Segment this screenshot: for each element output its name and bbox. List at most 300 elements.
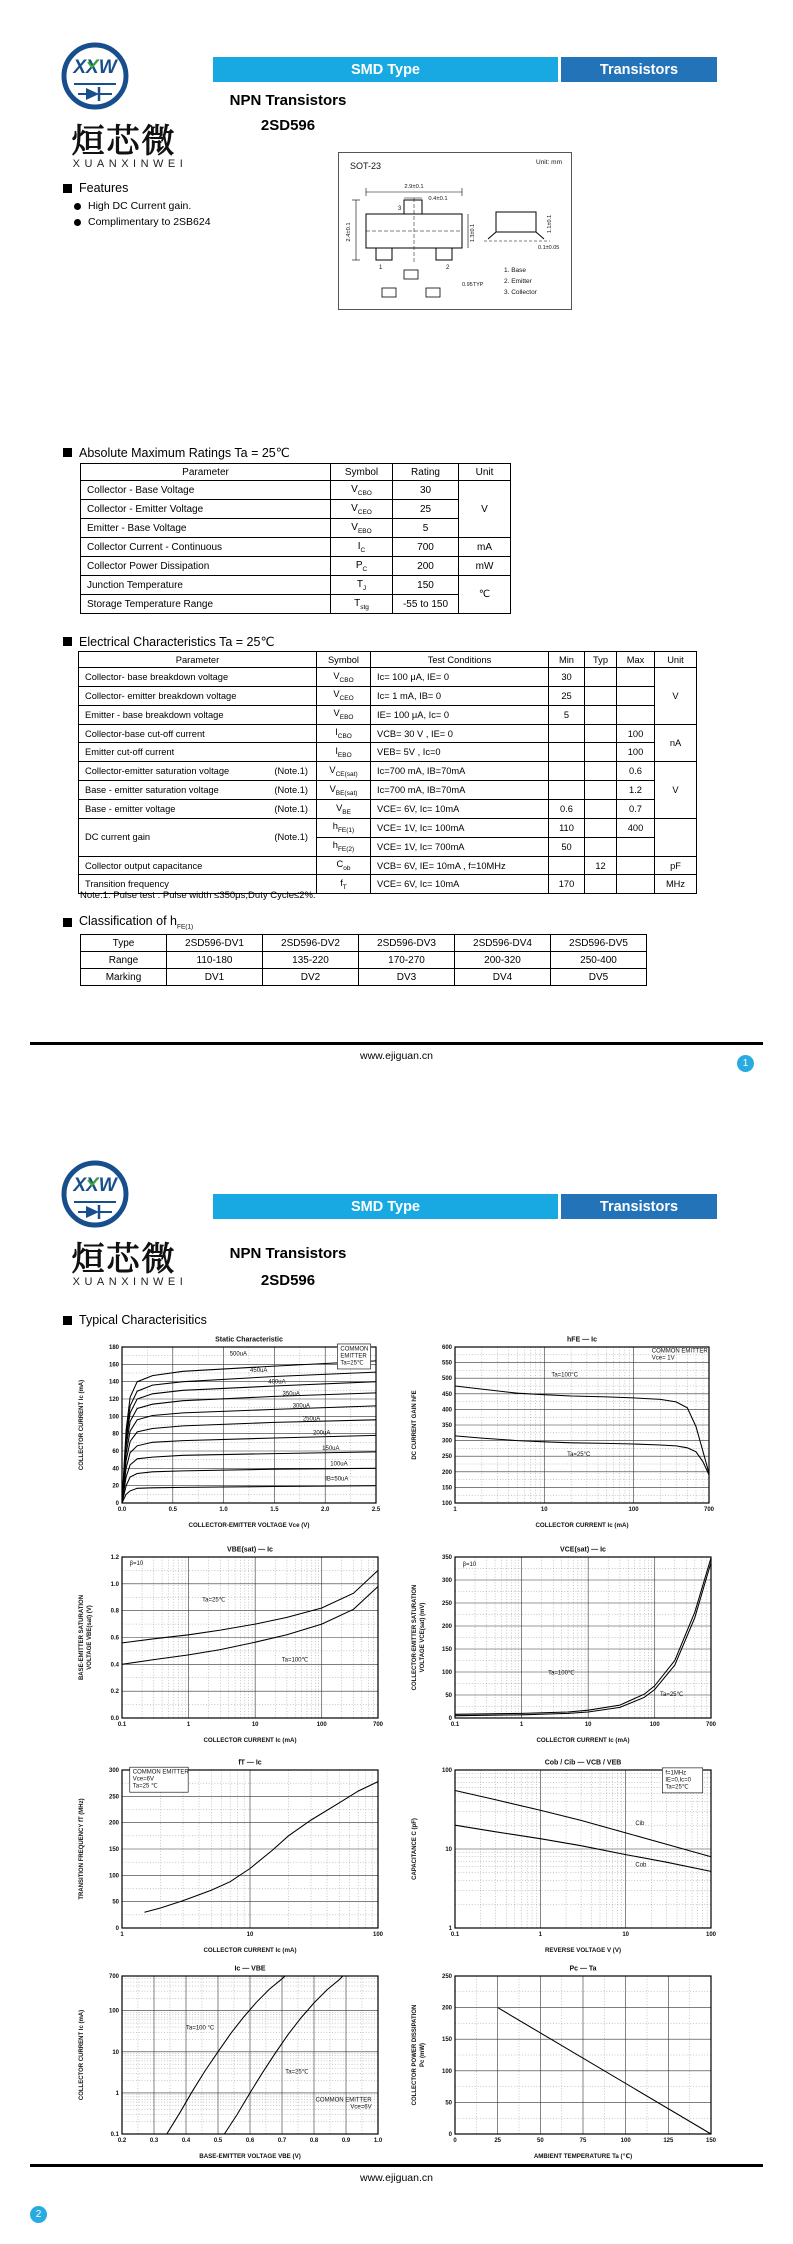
logo-monogram: XXW [73, 1175, 117, 1196]
svg-text:0.1: 0.1 [450, 1932, 460, 1938]
col-header: Parameter [79, 652, 317, 668]
svg-text:Pc (mW): Pc (mW) [420, 2043, 426, 2067]
svg-text:400uA: 400uA [268, 1379, 286, 1386]
logo-monogram: XXW [73, 57, 117, 78]
table-cell [549, 856, 585, 875]
table-cell: DV5 [551, 969, 647, 986]
svg-text:10: 10 [540, 1507, 548, 1513]
svg-text:Static Characteristic: Static Characteristic [215, 1336, 283, 1344]
svg-text:1: 1 [453, 1507, 457, 1513]
svg-text:Ta=25 ℃: Ta=25 ℃ [132, 1783, 158, 1790]
table-cell: 0.7 [617, 800, 655, 819]
chart-vbesat-vs-ic [75, 1543, 387, 1746]
svg-text:180: 180 [108, 1345, 119, 1351]
table-cell: $T_{stg}$ [331, 595, 393, 614]
svg-text:VBE(sat) — Ic: VBE(sat) — Ic [227, 1546, 273, 1554]
table-cell [585, 837, 617, 856]
table-cell: Transition frequency [79, 875, 317, 894]
svg-text:0.0: 0.0 [117, 1507, 127, 1513]
svg-text:Ta=25℃: Ta=25℃ [285, 2069, 309, 2076]
svg-text:Ta=25℃: Ta=25℃ [660, 1691, 684, 1698]
table-cell: IE= 100 μA, Ic= 0 [371, 705, 549, 724]
table-cell: 0.6 [549, 800, 585, 819]
svg-text:0.8: 0.8 [309, 2138, 319, 2144]
svg-text:Ta=25℃: Ta=25℃ [665, 1784, 689, 1791]
svg-text:0.2: 0.2 [117, 2138, 127, 2144]
table-cell: VCB= 30 V , IE= 0 [371, 724, 549, 743]
elec-char-heading-label: Electrical Characteristics Ta = 25℃ [79, 635, 275, 649]
table-cell: 250-400 [551, 952, 647, 969]
svg-text:BASE-EMITTER SATURATION: BASE-EMITTER SATURATION [79, 1594, 85, 1681]
table-cell: $V_{BE(sat)}$ [317, 781, 371, 800]
table-cell [617, 875, 655, 894]
svg-text:150: 150 [441, 1647, 452, 1653]
table-cell: 50 [549, 837, 585, 856]
svg-text:VOLTAGE VBE(sat) (V): VOLTAGE VBE(sat) (V) [87, 1605, 93, 1670]
dim-label: 2.9±0.1 [404, 184, 424, 190]
svg-text:COLLECTOR CURRENT Ic (mA): COLLECTOR CURRENT Ic (mA) [203, 1737, 297, 1744]
table-cell: DV4 [455, 969, 551, 986]
table-cell [585, 686, 617, 705]
page-title: NPN Transistors [229, 92, 347, 109]
table-cell: 200 [393, 557, 459, 576]
table-cell [655, 818, 697, 856]
svg-text:300uA: 300uA [292, 1403, 311, 1410]
table-cell: Emitter - Base Voltage [81, 519, 331, 538]
svg-text:10: 10 [246, 1932, 254, 1938]
pin-name: 1. Base [504, 267, 527, 274]
svg-text:0.5: 0.5 [168, 1507, 177, 1513]
pin-name: 3. Collector [504, 289, 537, 296]
col-header: Typ [585, 652, 617, 668]
col-header: Max [617, 652, 655, 668]
table-cell: VCE= 6V, Ic= 10mA [371, 800, 549, 819]
svg-text:100uA: 100uA [330, 1461, 348, 1468]
table-cell: $P_C$ [331, 557, 393, 576]
feature-text: Complimentary to 2SB624 [88, 216, 211, 228]
table-cell [549, 743, 585, 762]
table-cell [585, 668, 617, 687]
footer-divider [30, 2164, 763, 2167]
svg-text:2.0: 2.0 [321, 1507, 330, 1513]
brand-latin-name: XUANXINWEI [72, 1276, 188, 1288]
svg-text:0: 0 [448, 1716, 452, 1722]
svg-text:AMBIENT TEMPERATURE Ta (℃): AMBIENT TEMPERATURE Ta (℃) [533, 2153, 633, 2160]
svg-text:0.6: 0.6 [245, 2138, 255, 2144]
svg-text:700: 700 [705, 1722, 717, 1728]
table-cell: 0.6 [617, 762, 655, 781]
col-header: Parameter [81, 464, 331, 481]
table-cell: 2SD596-DV3 [359, 935, 455, 952]
svg-text:300: 300 [108, 1768, 119, 1774]
bullet-icon [74, 203, 81, 210]
col-header: Unit [655, 652, 697, 668]
table-cell: Collector- base breakdown voltage [79, 668, 317, 687]
svg-text:100: 100 [441, 1670, 452, 1676]
section-square-icon [63, 1316, 72, 1325]
pin-number: 2 [446, 265, 450, 271]
company-logo-icon [58, 40, 132, 114]
table-cell: 100 [617, 743, 655, 762]
svg-text:160: 160 [108, 1362, 119, 1369]
table-cell: 25 [393, 500, 459, 519]
svg-text:CAPACITANCE C (pF): CAPACITANCE C (pF) [412, 1818, 418, 1880]
pin-name: 2. Emitter [504, 278, 532, 285]
svg-text:125: 125 [663, 2138, 674, 2144]
chart-svg [75, 1962, 387, 2162]
svg-text:10: 10 [622, 1932, 630, 1938]
table-cell: Emitter cut-off current [79, 743, 317, 762]
svg-text:1: 1 [186, 1722, 191, 1728]
svg-text:f=1MHz: f=1MHz [665, 1770, 687, 1777]
svg-text:COLLECTOR CURRENT Ic (mA): COLLECTOR CURRENT Ic (mA) [535, 1522, 629, 1529]
table-cell: DV3 [359, 969, 455, 986]
svg-text:100: 100 [108, 2008, 119, 2015]
svg-text:250: 250 [441, 1974, 452, 1980]
svg-text:100: 100 [705, 1932, 717, 1938]
table-cell: Ic= 1 mA, IB= 0 [371, 686, 549, 705]
classification-heading-label: Classification of $h_{FE(1)}$ [79, 914, 194, 931]
svg-text:100: 100 [441, 1501, 452, 1507]
table-cell: 2SD596-DV5 [551, 935, 647, 952]
table-cell: Collector output capacitance [79, 856, 317, 875]
table-cell: 400 [617, 818, 655, 837]
table-cell: V [655, 668, 697, 725]
svg-text:0: 0 [115, 1501, 119, 1507]
svg-text:200: 200 [441, 1624, 452, 1630]
package-name: SOT-23 [350, 161, 382, 171]
svg-text:1.5: 1.5 [270, 1507, 279, 1513]
chart-ic-vs-vbe [75, 1962, 387, 2162]
table-cell: 12 [585, 856, 617, 875]
svg-text:Cob / Cib — VCB / VEB: Cob / Cib — VCB / VEB [544, 1759, 622, 1767]
table-cell: VCE= 6V, Ic= 10mA [371, 875, 549, 894]
svg-text:hFE — Ic: hFE — Ic [567, 1336, 597, 1344]
svg-text:200uA: 200uA [313, 1430, 331, 1437]
svg-text:200: 200 [441, 2005, 452, 2012]
svg-text:Ta=100 °C: Ta=100 °C [186, 2025, 215, 2032]
table-cell [585, 724, 617, 743]
elec-char-table [78, 651, 697, 894]
section-square-icon [63, 184, 72, 193]
table-cell: Ic= 100 μA, IE= 0 [371, 668, 549, 687]
features-heading [63, 181, 128, 195]
svg-text:COLLECTOR-EMITTER VOLTAGE Vce: COLLECTOR-EMITTER VOLTAGE Vce (V) [188, 1522, 310, 1529]
svg-text:COLLECTOR CURRENT Ic (mA): COLLECTOR CURRENT Ic (mA) [203, 1947, 297, 1954]
svg-text:Cob: Cob [635, 1862, 647, 1869]
dim-label: 2.4±0.1 [346, 222, 352, 242]
table-cell: nA [655, 724, 697, 762]
svg-text:Ta=100°C: Ta=100°C [551, 1372, 578, 1379]
abs-max-table [80, 463, 511, 614]
svg-text:Ta=100℃: Ta=100℃ [281, 1657, 309, 1664]
table-cell: 170-270 [359, 952, 455, 969]
abs-max-heading [63, 445, 290, 460]
banner-transistors: Transistors [561, 1194, 717, 1219]
svg-text:200: 200 [441, 1469, 452, 1476]
svg-text:450uA: 450uA [250, 1368, 268, 1375]
svg-text:Ta=25℃: Ta=25℃ [202, 1597, 226, 1604]
svg-text:2.5: 2.5 [371, 1507, 381, 1513]
table-cell [585, 743, 617, 762]
table-cell: V [655, 762, 697, 819]
svg-text:100: 100 [316, 1722, 327, 1728]
svg-text:COLLECTOR CURRENT Ic (mA): COLLECTOR CURRENT Ic (mA) [536, 1737, 630, 1744]
table-cell: $I_C$ [331, 538, 393, 557]
table-cell: Ic=700 mA, IB=70mA [371, 781, 549, 800]
svg-text:60: 60 [112, 1449, 119, 1455]
svg-text:fT — Ic: fT — Ic [238, 1759, 262, 1767]
svg-text:Pc — Ta: Pc — Ta [569, 1965, 597, 1973]
part-number: 2SD596 [260, 1272, 316, 1289]
svg-text:TRANSITION FREQUENCY fT (MHz: TRANSITION FREQUENCY fT (MHz) [79, 1798, 85, 1900]
table-cell [585, 762, 617, 781]
svg-text:1: 1 [519, 1722, 524, 1728]
table-cell: 150 [393, 576, 459, 595]
svg-text:1.0: 1.0 [110, 1581, 119, 1588]
table-cell [617, 837, 655, 856]
svg-text:500: 500 [441, 1376, 452, 1383]
svg-text:250: 250 [108, 1794, 119, 1801]
svg-text:Vce=6V: Vce=6V [132, 1776, 154, 1783]
banner-smd-type: SMD Type [213, 1194, 558, 1219]
pin-number: 3 [398, 206, 402, 212]
chart-svg [75, 1756, 387, 1956]
svg-text:300: 300 [441, 1578, 452, 1584]
footer-divider [30, 1042, 763, 1045]
table-cell: MHz [655, 875, 697, 894]
svg-text:Ta=25℃: Ta=25℃ [340, 1360, 364, 1367]
svg-text:600: 600 [441, 1345, 452, 1351]
table-cell [549, 781, 585, 800]
brand-latin-name: XUANXINWEI [72, 158, 188, 170]
col-header: Test Conditions [371, 652, 549, 668]
chart-cob-cib-vs-voltage [408, 1756, 720, 1956]
table-cell: Collector - Base Voltage [81, 481, 331, 500]
svg-text:1.0: 1.0 [373, 2138, 383, 2144]
svg-text:VCE(sat) — Ic: VCE(sat) — Ic [560, 1546, 606, 1554]
table-cell: $h_{FE(2)}$ [317, 837, 371, 856]
table-cell: 110-180 [167, 952, 263, 969]
table-cell: $I_{EBO}$ [317, 743, 371, 762]
svg-text:100: 100 [628, 1507, 639, 1513]
chart-svg [75, 1543, 387, 1746]
feature-text: High DC Current gain. [88, 200, 192, 212]
pulse-test-note: Note.1: Pulse test : Pulse width ≤350μs,Duty Cycle≤2%. [80, 890, 316, 901]
table-cell: mW [459, 557, 511, 576]
col-header: Rating [393, 464, 459, 481]
chart-vcesat-vs-ic [408, 1543, 720, 1746]
classification-table [80, 934, 647, 986]
table-cell: 5 [549, 705, 585, 724]
table-cell: 25 [549, 686, 585, 705]
row-header: Type [81, 935, 167, 952]
table-cell: 700 [393, 538, 459, 557]
col-header: Min [549, 652, 585, 668]
dim-label: 0.95TYP [462, 282, 484, 288]
section-square-icon [63, 918, 72, 927]
svg-text:COMMON: COMMON [340, 1346, 369, 1353]
brand-chinese-name: 烜芯微 [71, 1240, 177, 1277]
dim-label: 1.1±0.1 [547, 214, 553, 234]
table-cell: $h_{FE(1)}$ [317, 818, 371, 837]
table-cell: $V_{CBO}$ [317, 668, 371, 687]
table-cell [585, 781, 617, 800]
table-cell [549, 762, 585, 781]
row-header: Marking [81, 969, 167, 986]
svg-text:50: 50 [112, 1899, 119, 1906]
table-cell: 2SD596-DV2 [263, 935, 359, 952]
table-cell: 170 [549, 875, 585, 894]
svg-text:1.2: 1.2 [110, 1555, 119, 1561]
table-cell: VCE= 1V, Ic= 100mA [371, 818, 549, 837]
table-cell: -55 to 150 [393, 595, 459, 614]
table-cell: 5 [393, 519, 459, 538]
table-cell [549, 724, 585, 743]
svg-text:COLLECTOR POWER DISSIPATION: COLLECTOR POWER DISSIPATION [412, 2004, 418, 2106]
page-number-badge: 1 [737, 1055, 754, 1072]
section-square-icon [63, 637, 72, 646]
table-cell: Junction Temperature [81, 576, 331, 595]
table-cell: Base - emitter voltage (Note.1) [79, 800, 317, 819]
chart-svg [408, 1962, 720, 2162]
svg-text:Ta=100℃: Ta=100℃ [548, 1670, 575, 1677]
page-number-badge: 2 [30, 2206, 47, 2223]
col-header: Symbol [317, 652, 371, 668]
part-number: 2SD596 [260, 117, 316, 134]
svg-text:50: 50 [445, 2100, 452, 2107]
table-cell: Storage Temperature Range [81, 595, 331, 614]
dim-label: 0.1±0.05 [538, 245, 560, 251]
svg-text:1: 1 [115, 2090, 119, 2097]
chart-svg [408, 1333, 718, 1531]
table-cell: $T_J$ [331, 576, 393, 595]
table-cell: Ic=700 mA, IB=70mA [371, 762, 549, 781]
svg-text:550: 550 [441, 1360, 452, 1367]
table-cell: $C_{ob}$ [317, 856, 371, 875]
svg-text:COMMON EMITTER: COMMON EMITTER [315, 2097, 372, 2104]
svg-text:0.8: 0.8 [110, 1608, 119, 1615]
table-cell: ℃ [459, 576, 511, 614]
typical-characteristics-label: Typical Characterisitics [79, 1313, 207, 1327]
svg-text:150: 150 [441, 1485, 452, 1492]
table-cell: 2SD596-DV4 [455, 935, 551, 952]
table-cell: Collector Power Dissipation [81, 557, 331, 576]
svg-text:150: 150 [108, 1847, 119, 1853]
svg-text:REVERSE VOLTAGE V (V): REVERSE VOLTAGE V (V) [544, 1947, 622, 1954]
pin-number: 1 [379, 265, 383, 271]
svg-text:250uA: 250uA [302, 1416, 321, 1423]
svg-text:COLLECTOR-EMITTER SATURATION: COLLECTOR-EMITTER SATURATION [412, 1584, 418, 1691]
svg-text:350: 350 [441, 1423, 452, 1429]
svg-text:150: 150 [441, 2037, 452, 2044]
svg-text:1: 1 [538, 1932, 543, 1938]
table-cell: mA [459, 538, 511, 557]
table-cell: VCB= 6V, IE= 10mA , f=10MHz [371, 856, 549, 875]
chart-pc-vs-ta [408, 1962, 720, 2162]
svg-text:25: 25 [494, 2138, 502, 2144]
table-cell: $V_{EBO}$ [317, 705, 371, 724]
svg-text:250: 250 [441, 1454, 452, 1461]
svg-text:0.3: 0.3 [149, 2138, 159, 2144]
svg-text:50: 50 [445, 1693, 452, 1699]
svg-text:1: 1 [120, 1932, 124, 1938]
svg-text:0.4: 0.4 [181, 2138, 191, 2144]
svg-text:500uA: 500uA [229, 1351, 248, 1358]
svg-text:Vce= 1V: Vce= 1V [651, 1355, 675, 1362]
feature-item [74, 216, 211, 228]
dim-label: 0.4±0.1 [428, 196, 448, 202]
table-cell: 200-320 [455, 952, 551, 969]
section-square-icon [63, 448, 72, 457]
chart-hfe-vs-ic [408, 1333, 718, 1531]
svg-text:200: 200 [108, 1820, 119, 1827]
svg-text:EMITTER: EMITTER [340, 1353, 367, 1360]
table-cell: $V_{CBO}$ [331, 481, 393, 500]
table-cell: $V_{CEO}$ [317, 686, 371, 705]
svg-text:100: 100 [441, 2068, 452, 2075]
chart-static-characteristic [75, 1333, 385, 1531]
table-cell: Base - emitter saturation voltage (Note.1) [79, 781, 317, 800]
chart-svg [408, 1543, 720, 1746]
svg-text:Ic — VBE: Ic — VBE [234, 1965, 266, 1973]
svg-text:300: 300 [441, 1438, 452, 1445]
table-cell [617, 705, 655, 724]
svg-text:20: 20 [112, 1483, 119, 1490]
svg-text:COMMON EMITTER: COMMON EMITTER [132, 1769, 189, 1776]
table-cell: $I_{CBO}$ [317, 724, 371, 743]
svg-text:100: 100 [441, 1768, 452, 1774]
svg-text:0.1: 0.1 [450, 1722, 460, 1728]
svg-text:VOLTAGE VCE(sat) (mV): VOLTAGE VCE(sat) (mV) [420, 1602, 426, 1673]
chart-svg [75, 1333, 385, 1531]
table-cell: 30 [549, 668, 585, 687]
table-cell: 1.2 [617, 781, 655, 800]
svg-text:0.5: 0.5 [213, 2138, 223, 2144]
table-cell: 30 [393, 481, 459, 500]
svg-text:0.1: 0.1 [110, 2132, 119, 2138]
typical-characteristics-heading [63, 1313, 207, 1327]
svg-text:0.9: 0.9 [341, 2138, 351, 2144]
svg-text:50: 50 [536, 2138, 544, 2144]
svg-text:120: 120 [108, 1397, 119, 1403]
svg-text:100: 100 [372, 1932, 384, 1938]
table-cell [617, 686, 655, 705]
table-cell [585, 875, 617, 894]
svg-text:10: 10 [112, 2049, 119, 2056]
svg-text:400: 400 [441, 1407, 452, 1414]
table-cell: 2SD596-DV1 [167, 935, 263, 952]
table-cell: Collector- emitter breakdown voltage [79, 686, 317, 705]
svg-text:0.7: 0.7 [277, 2138, 287, 2144]
table-cell [585, 705, 617, 724]
svg-text:IB=50uA: IB=50uA [325, 1476, 349, 1483]
footer-url: www.ejiguan.cn [360, 2172, 433, 2184]
banner-transistors: Transistors [561, 57, 717, 82]
table-cell: 135-220 [263, 952, 359, 969]
col-header: Unit [459, 464, 511, 481]
svg-text:IE=0,Ic=0: IE=0,Ic=0 [665, 1777, 692, 1784]
svg-text:350: 350 [441, 1555, 452, 1561]
svg-text:0: 0 [448, 2132, 452, 2138]
svg-text:40: 40 [112, 1466, 119, 1473]
svg-text:β=10: β=10 [462, 1562, 477, 1569]
feature-item [74, 200, 191, 212]
row-header: Range [81, 952, 167, 969]
svg-text:0.4: 0.4 [110, 1662, 119, 1669]
svg-text:700: 700 [703, 1507, 715, 1513]
svg-text:150: 150 [705, 2138, 717, 2144]
